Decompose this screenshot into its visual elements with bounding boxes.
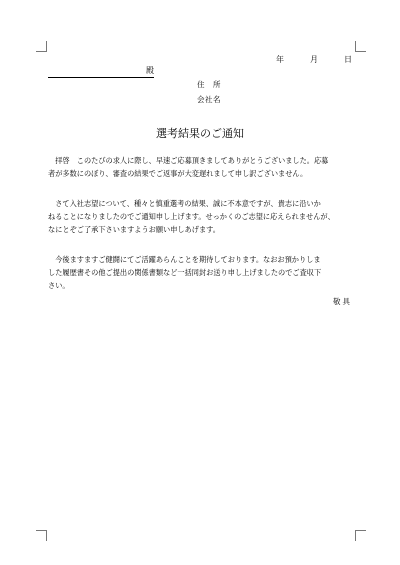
paragraph-greeting	[48, 154, 360, 180]
letter-title: 選考結果のご通知	[156, 127, 244, 140]
paragraph-line: 拝啓 このたびの求人に際し、早速ご応募頂きましてありがとうございました。応募	[48, 156, 329, 165]
date-month: 月	[310, 55, 318, 64]
sender-company: 会社名	[197, 95, 221, 104]
paragraph-line: した履歴書その他ご提出の関係書類など一括同封お送り申し上げましたのでご査収下	[48, 268, 322, 277]
paragraph-closing-remarks	[48, 253, 360, 292]
sender-address-label: 住 所	[197, 80, 221, 89]
paragraph-line: さて入社志望について、種々と慎重選考の結果、誠に不本意ですが、貴志に沿いか	[48, 199, 321, 208]
paragraph-line: なにとぞご了承下さいますようお願い申しあげます。	[48, 225, 220, 234]
paragraph-line: 者が多数にのぼり、審査の結果でご返事が大変遅れまして申し訳ございません。	[48, 169, 308, 178]
crop-mark-bottom-left	[36, 530, 47, 541]
date-day: 日	[344, 55, 352, 64]
closing-salutation: 敬具	[333, 297, 352, 306]
paragraph-line: 今後ますますご健闘にてご活躍あらんことを期待しております。なおお預かりしま	[48, 255, 321, 264]
date-line	[256, 54, 352, 65]
crop-mark-top-left	[36, 41, 47, 52]
date-year: 年	[276, 55, 284, 64]
crop-mark-top-right	[355, 41, 366, 52]
paragraph-line: さい。	[48, 281, 70, 290]
sender-address	[197, 79, 221, 90]
paragraph-line: ねることになりましたのでご通知申し上げます。せっかくのご志望に応えられませんが、	[48, 212, 335, 221]
addressee-honorific: 殿	[146, 66, 154, 75]
paragraph-result	[48, 197, 360, 236]
crop-mark-bottom-right	[355, 530, 366, 541]
addressee-line	[48, 66, 154, 78]
